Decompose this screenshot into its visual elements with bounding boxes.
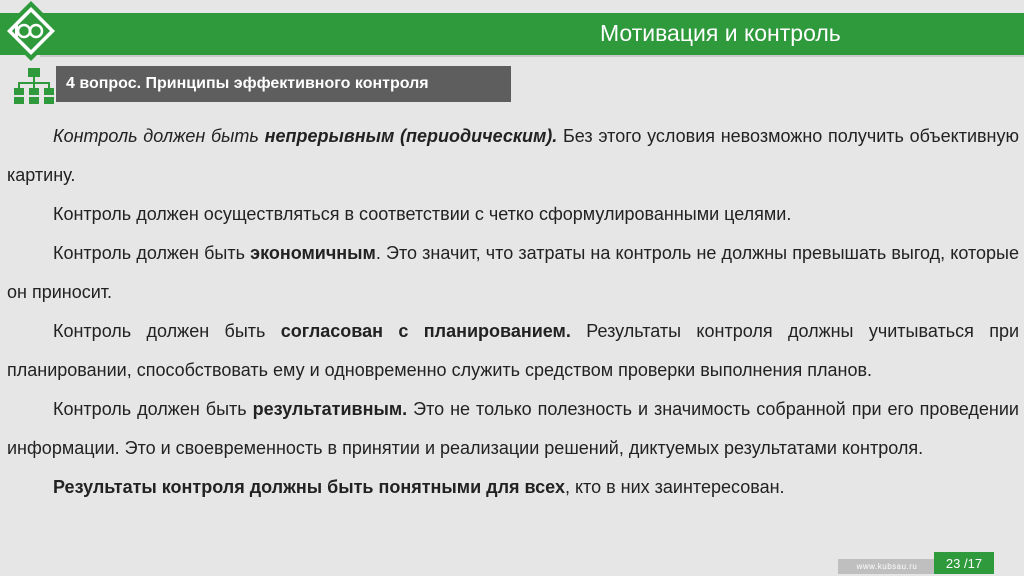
para1-rest: Без этого условия невозможно получить объективную картину. xyxy=(7,126,1019,185)
slide-body xyxy=(7,117,1019,507)
university-100-logo-icon xyxy=(0,0,62,62)
paragraph-2 xyxy=(7,195,1019,234)
header-divider xyxy=(40,55,1024,57)
para3-lead: Контроль должен быть xyxy=(53,243,251,263)
para3-emphasis: экономичным xyxy=(250,243,376,263)
header-bar xyxy=(0,13,1024,55)
footer-website-link[interactable]: www.kubsau.ru xyxy=(838,559,936,574)
paragraph-3 xyxy=(7,234,1019,312)
para4-emphasis: согласован с планированием. xyxy=(280,321,571,341)
para5-lead: Контроль должен быть xyxy=(53,399,253,419)
para2-text: Контроль должен осуществляться в соответствии с четко сформулированными целями. xyxy=(53,204,792,224)
org-chart-icon xyxy=(14,66,54,106)
para4-rest: Результаты контроля должны учитываться при планировании, способствовать ему и одновременно служить средством проверки выполнения планов. xyxy=(7,321,1020,380)
para4-lead: Контроль должен быть xyxy=(53,321,281,341)
paragraph-5 xyxy=(7,390,1019,468)
para5-rest: Это не только полезность и значимость собранной при его проведении информации. Это и своевременность в принятии и реализации решений, диктуемых результатами контроля. xyxy=(7,399,1019,458)
para5-emphasis: результативным. xyxy=(252,399,408,419)
paragraph-6 xyxy=(7,468,1019,507)
paragraph-4 xyxy=(7,312,1019,390)
para6-emphasis: Результаты контроля должны быть понятными для всех xyxy=(53,477,565,497)
section-title: 4 вопрос. Принципы эффективного контроля xyxy=(66,75,429,92)
paragraph-1 xyxy=(7,117,1019,195)
para6-rest: , кто в них заинтересован. xyxy=(564,477,785,497)
para3-rest: . Это значит, что затраты на контроль не должны превышать выгод, которые он приносит. xyxy=(7,243,1019,302)
slide-title: Мотивация и контроль xyxy=(600,20,841,46)
page-number: 23 /17 xyxy=(934,552,994,574)
para1-lead: Контроль должен быть xyxy=(53,126,265,146)
para1-emphasis: непрерывным (периодическим). xyxy=(264,126,558,146)
